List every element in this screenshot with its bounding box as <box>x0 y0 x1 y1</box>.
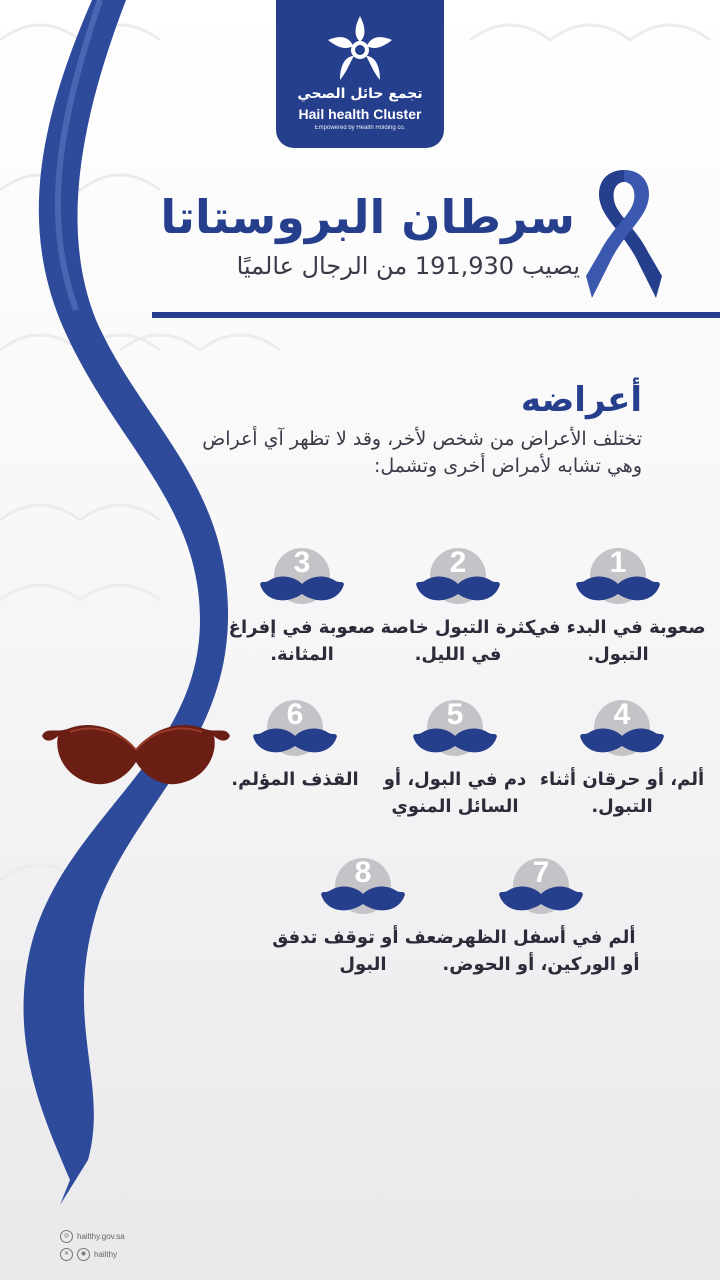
x-icon[interactable]: ✕ <box>60 1248 73 1261</box>
mustache-icon <box>260 574 344 608</box>
symptom-number: 5 <box>446 698 464 731</box>
mustache-icon <box>413 726 497 760</box>
symptom-label: ضعف أو توقف تدفق البول <box>272 927 454 975</box>
footer-social-row[interactable] <box>60 1248 125 1261</box>
awareness-ribbon-icon <box>586 166 662 302</box>
footer-website-row[interactable] <box>60 1230 125 1243</box>
mustache-icon <box>416 574 500 608</box>
symptom-item-7 <box>442 856 656 975</box>
mustache-icon <box>321 884 405 918</box>
star-logo-icon <box>322 12 398 88</box>
mustache-icon <box>499 884 583 918</box>
footer-social-handle[interactable]: hailthy <box>94 1250 118 1259</box>
symptoms-intro: تختلف الأعراض من شخص لأخر، وقد لا تظهر آي أعراض وهي تشابه لأمراض أخرى وتشمل: <box>202 428 642 477</box>
symptom-label: صعوبة في إفراغ المثانة. <box>228 617 376 665</box>
symptom-number: 7 <box>532 856 550 889</box>
symptom-number: 8 <box>354 856 372 889</box>
globe-icon: ◎ <box>60 1230 73 1243</box>
symptom-item-3 <box>207 546 397 665</box>
symptoms-heading: أعراضه <box>520 380 642 420</box>
symptom-number: 3 <box>293 546 311 579</box>
symptom-label: دم في البول، أو السائل المنوي <box>383 769 527 817</box>
logo-arabic-name: تجمع حائل الصحي <box>297 86 423 102</box>
symptom-label: صعوبة في البدء في التبول. <box>530 617 706 665</box>
logo-badge <box>276 0 444 148</box>
symptom-item-6 <box>200 700 390 810</box>
symptom-number: 2 <box>449 546 467 579</box>
mustache-icon <box>253 726 337 760</box>
symptom-label: ألم في أسفل الظهر، أو الوركين، أو الحوض. <box>442 927 640 975</box>
symptom-item-8 <box>268 856 458 975</box>
logo-tagline: Empowered by Health Holding co. <box>314 125 406 131</box>
footer <box>60 1230 125 1266</box>
symptom-number: 1 <box>609 546 627 579</box>
mustache-icon <box>580 726 664 760</box>
logo-english-name: Hail health Cluster <box>298 106 422 122</box>
page-title: سرطان البروستاتا <box>160 190 575 244</box>
symptom-number: 4 <box>613 698 631 731</box>
instagram-icon[interactable]: ◉ <box>77 1248 90 1261</box>
symptom-label: القذف المؤلم. <box>231 769 359 790</box>
header-divider <box>152 312 720 318</box>
symptom-label: ألم، أو حرقان أثناء التبول. <box>539 769 705 817</box>
symptom-item-4 <box>527 698 717 817</box>
symptom-number: 6 <box>286 698 304 731</box>
footer-website[interactable]: hailthy.gov.sa <box>77 1232 125 1241</box>
page-subtitle: يصيب 191,930 من الرجال عالميًا <box>236 252 580 280</box>
mustache-icon <box>576 574 660 608</box>
symptom-label: كثرة التبول خاصة في الليل. <box>380 617 536 665</box>
